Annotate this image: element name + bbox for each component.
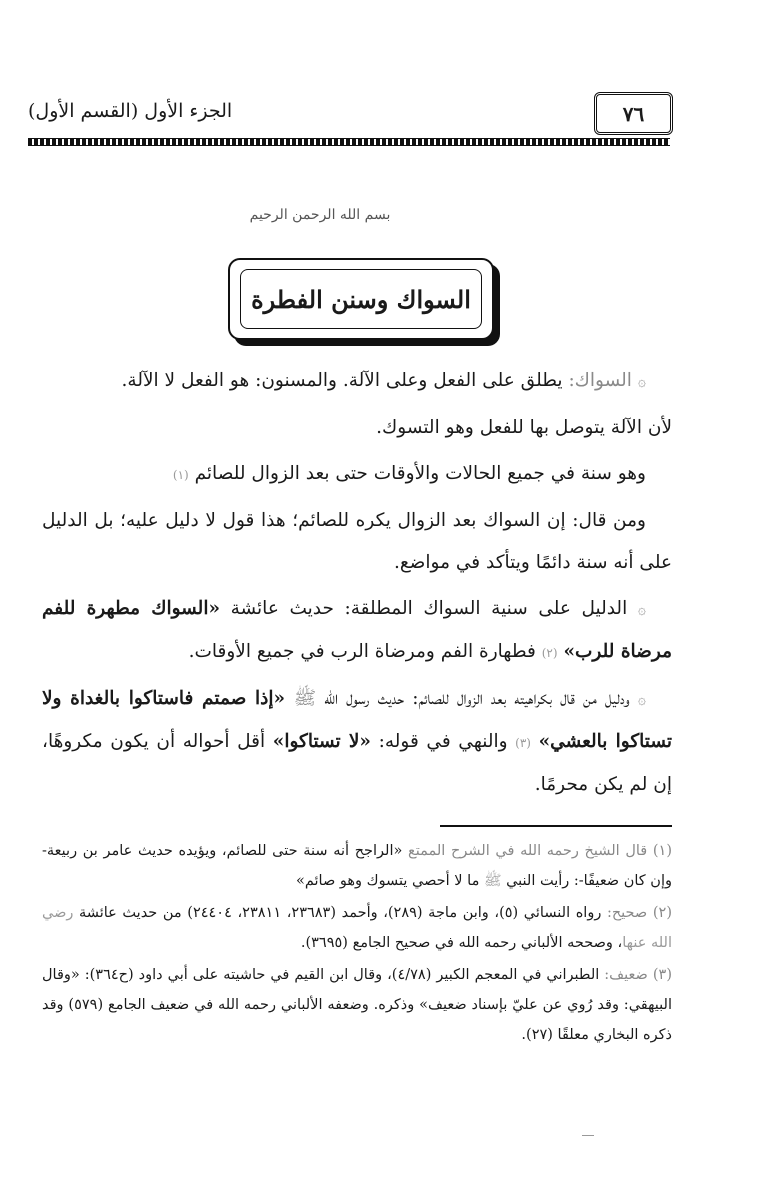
page-mark [582, 1135, 594, 1136]
footnote-number: (٢) [652, 905, 672, 921]
footnote-ref-1: (١) [172, 468, 189, 482]
term-siwak: السواك: [568, 370, 632, 391]
footnote-lead: ضعيف: [604, 967, 648, 983]
running-header: الجزء الأول (القسم الأول) [28, 100, 233, 122]
footnote-text: رواه النسائي (٥)، وابن ماجة (٢٨٩)، وأحمد (٢٣٦٨٣، ٢٣٨١١، ٢٤٤٠٤) من حديث عائشة [73, 905, 607, 921]
footnote-number: (٣) [652, 967, 672, 983]
salutation: ﷺ [293, 688, 317, 709]
footnote-ref-2: (٢) [541, 646, 558, 660]
footnote-2 [42, 898, 672, 958]
paragraph-5-text: الدليل على سنية السواك المطلقة: حديث عائشة [220, 598, 638, 619]
star-marker-icon: ۞ [637, 692, 646, 708]
footnote-number: (١) [652, 843, 673, 859]
hadith-quote: «إذا صمتم فاستاكوا بالغداة ولا تستاكوا بالعشي» [42, 688, 672, 752]
footnote-3 [42, 960, 672, 1050]
chapter-title: السواك وسنن الفطرة [240, 269, 482, 329]
paragraph-6-text: ودليل من قال بكراهيته بعد الزوال للصائم: حديث رسول الله [316, 688, 638, 709]
basmala: بسم الله الرحمن الرحيم [249, 207, 391, 223]
footnote-text: ، وصححه الألباني رحمه الله في صحيح الجامع (٣٦٩٥). [300, 935, 623, 951]
salutation: رضي الله عنها [42, 905, 672, 951]
body-text [42, 360, 672, 810]
paragraph-6-mid: والنهي في قوله: [371, 731, 516, 752]
paragraph-4: ومن قال: إن السواك بعد الزوال يكره للصائم؛ هذا قول لا دليل عليه؛ بل الدليل على أنه سنة دائمًا ويتأكد في مواضع. [42, 510, 672, 573]
paragraph-3 [42, 453, 672, 496]
paragraph-6 [42, 678, 672, 806]
paragraph-5-rest: فطهارة الفم ومرضاة الرب في جميع الأوقات. [188, 641, 542, 662]
paragraph-3-text: وهو سنة في جميع الحالات والأوقات حتى بعد الزوال للصائم [194, 463, 646, 484]
footnote-text: الطبراني في المعجم الكبير (٤/٧٨)، وقال ابن القيم في حاشيته على أبي داود (ح٣٦٤): «وقال البيهقي: وقد رُوي عن عليّ بإسناد ضعيف» وذكره. وضعفه الألباني رحمه الله في ضعيف الجامع (٥٧٩) وقد ذكره البخاري معلقًا (٢٧). [42, 967, 672, 1043]
salutation: ﷺ [483, 873, 502, 889]
star-marker-icon: ۞ [637, 374, 646, 390]
header-divider [28, 138, 670, 146]
hadith-quote: «لا تستاكوا» [272, 731, 371, 752]
footnote-divider [440, 825, 672, 827]
footnote-text: «الراجح أنه سنة حتى للصائم، ويؤيده حديث عامر بن ربيعة- وإن كان ضعيفًا-: رأيت النبي [42, 843, 672, 889]
paragraph-6-rest: أقل أحواله أن يكون مكروهًا، إن لم يكن محرمًا. [42, 731, 672, 795]
footnote-1 [42, 836, 672, 896]
hadith-quote: «السواك مطهرة للفم مرضاة للرب» [42, 598, 672, 662]
star-marker-icon: ۞ [637, 602, 646, 618]
footnote-lead: قال الشيخ رحمه الله في الشرح الممتع [408, 843, 648, 859]
footnote-lead: صحيح: [606, 905, 648, 921]
paragraph-1 [42, 360, 672, 403]
page-number: ٧٦ [594, 92, 673, 135]
paragraph-1-text: يطلق على الفعل وعلى الآلة. والمسنون: هو الفعل لا الآلة. [121, 370, 569, 391]
chapter-title-frame [228, 258, 494, 340]
paragraph-5 [42, 588, 672, 674]
paragraph-2: لأن الآلة يتوصل بها للفعل وهو التسوك. [376, 417, 672, 438]
footnote-text: ما لا أحصي يتسوك وهو صائم» [295, 873, 484, 889]
footnotes [42, 836, 672, 1052]
footnote-ref-3: (٣) [515, 736, 531, 750]
